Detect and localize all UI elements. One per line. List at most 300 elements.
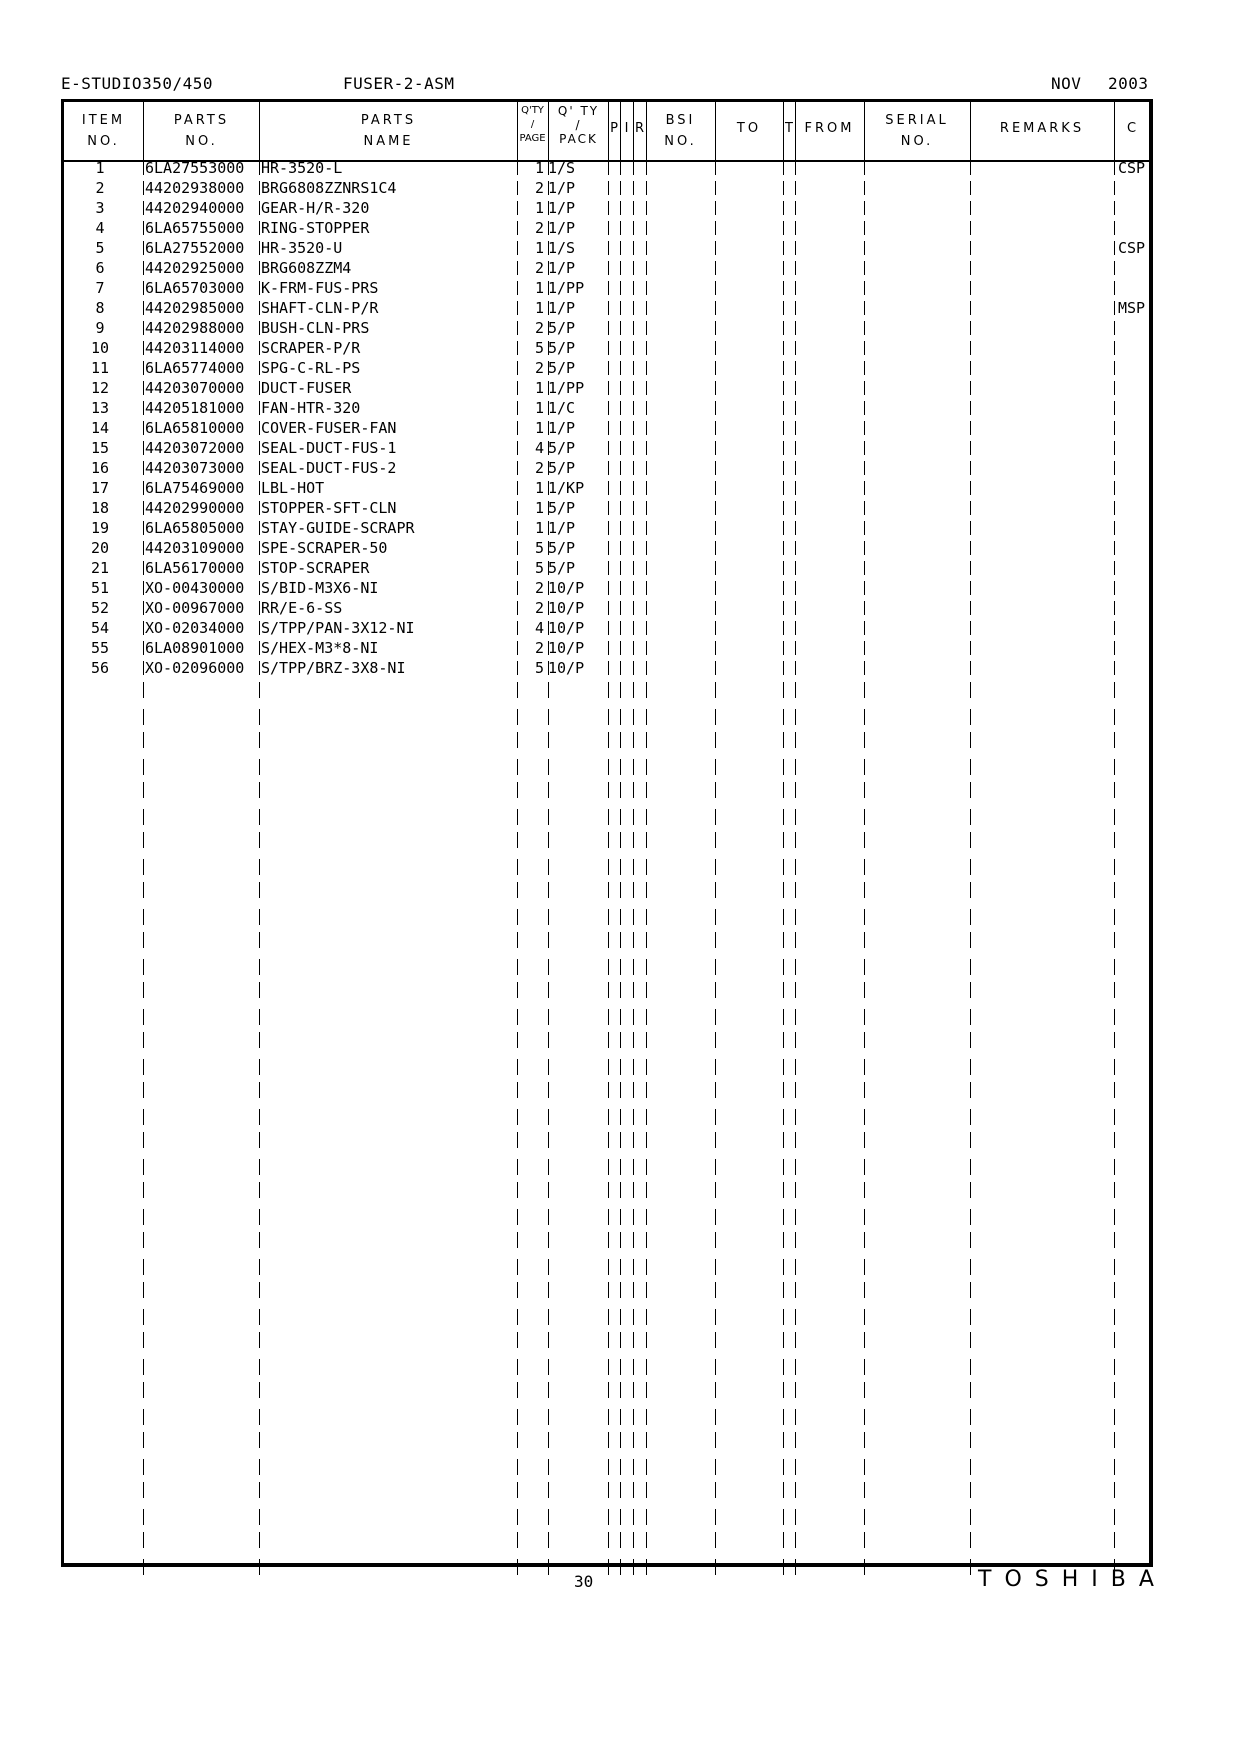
column-tick — [620, 221, 621, 235]
column-tick — [970, 1409, 971, 1425]
col-bsi-header: BSI NO. — [664, 113, 697, 149]
table-row — [0, 178, 1240, 198]
column-tick — [970, 501, 971, 515]
column-tick — [646, 1009, 647, 1025]
column-tick — [143, 281, 144, 295]
item-number: 6 — [95, 259, 105, 277]
column-tick — [783, 521, 784, 535]
column-tick — [783, 1209, 784, 1225]
column-tick — [548, 181, 549, 195]
empty-row — [0, 1128, 1240, 1153]
column-tick — [1114, 1032, 1115, 1048]
empty-row — [0, 703, 1240, 728]
column-tick — [795, 1109, 796, 1125]
column-tick — [795, 782, 796, 798]
column-tick — [715, 682, 716, 698]
column-tick — [259, 1409, 260, 1425]
column-tick — [864, 1309, 865, 1325]
column-tick — [620, 401, 621, 415]
column-tick — [548, 161, 549, 175]
column-tick — [517, 521, 518, 535]
column-tick — [1114, 241, 1115, 255]
column-tick — [517, 1282, 518, 1298]
column-tick — [864, 1209, 865, 1225]
column-tick — [783, 361, 784, 375]
column-tick — [548, 361, 549, 375]
column-tick — [646, 241, 647, 255]
column-tick — [633, 521, 634, 535]
column-tick — [715, 1409, 716, 1425]
column-tick — [864, 641, 865, 655]
column-tick — [633, 381, 634, 395]
column-tick — [548, 301, 549, 315]
empty-row — [0, 1103, 1240, 1128]
column-tick — [783, 1282, 784, 1298]
column-tick — [864, 1509, 865, 1525]
column-tick — [143, 1282, 144, 1298]
column-tick — [715, 1009, 716, 1025]
column-tick — [143, 541, 144, 555]
column-tick — [517, 501, 518, 515]
column-tick — [783, 1232, 784, 1248]
column-tick — [970, 959, 971, 975]
column-tick — [715, 982, 716, 998]
column-tick — [783, 581, 784, 595]
column-tick — [715, 1459, 716, 1475]
part-number: 44202988000 — [145, 319, 245, 337]
column-tick — [259, 641, 260, 655]
column-tick — [633, 1109, 634, 1125]
empty-row — [0, 1503, 1240, 1528]
column-tick — [608, 809, 609, 825]
column-tick — [646, 682, 647, 698]
column-tick — [620, 1282, 621, 1298]
column-tick — [795, 381, 796, 395]
part-number: 6LA27552000 — [145, 239, 245, 257]
column-tick — [1114, 401, 1115, 415]
column-tick — [795, 882, 796, 898]
column-tick — [646, 909, 647, 925]
column-tick — [864, 1382, 865, 1398]
column-tick — [715, 421, 716, 435]
column-tick — [633, 782, 634, 798]
column-tick — [646, 561, 647, 575]
column-tick — [715, 561, 716, 575]
qty-per-pack: 1/P — [548, 519, 576, 537]
column-tick — [715, 521, 716, 535]
column-tick — [143, 1482, 144, 1498]
part-name: HR-3520-U — [261, 239, 343, 257]
column-tick — [1114, 661, 1115, 675]
column-tick — [143, 221, 144, 235]
column-tick — [970, 809, 971, 825]
column-tick — [783, 932, 784, 948]
table-row — [0, 638, 1240, 658]
column-tick — [633, 501, 634, 515]
column-tick — [517, 1132, 518, 1148]
column-tick — [970, 381, 971, 395]
column-tick — [620, 321, 621, 335]
column-tick — [970, 461, 971, 475]
table-row — [0, 158, 1240, 178]
table-row — [0, 458, 1240, 478]
column-tick — [517, 481, 518, 495]
column-tick — [864, 932, 865, 948]
column-tick — [548, 882, 549, 898]
qty-per-pack: 1/P — [548, 259, 576, 277]
column-tick — [143, 1409, 144, 1425]
column-tick — [608, 561, 609, 575]
column-tick — [143, 201, 144, 215]
column-tick — [970, 1359, 971, 1375]
column-tick — [143, 381, 144, 395]
column-tick — [548, 1232, 549, 1248]
part-name: S/TPP/PAN-3X12-NI — [261, 619, 415, 637]
column-tick — [970, 1132, 971, 1148]
column-tick — [143, 859, 144, 875]
column-tick — [715, 381, 716, 395]
column-tick — [864, 421, 865, 435]
column-tick — [608, 882, 609, 898]
column-tick — [633, 441, 634, 455]
column-tick — [646, 201, 647, 215]
column-tick — [795, 441, 796, 455]
item-number: 16 — [90, 459, 110, 477]
column-tick — [517, 541, 518, 555]
column-tick — [548, 261, 549, 275]
column-tick — [259, 882, 260, 898]
column-tick — [608, 601, 609, 615]
column-tick — [620, 201, 621, 215]
column-tick — [143, 561, 144, 575]
column-tick — [783, 1132, 784, 1148]
column-tick — [633, 261, 634, 275]
column-tick — [517, 859, 518, 875]
column-tick — [1114, 1309, 1115, 1325]
column-tick — [864, 581, 865, 595]
empty-row — [0, 878, 1240, 903]
column-tick — [517, 1482, 518, 1498]
column-tick — [517, 1532, 518, 1548]
column-tick — [517, 181, 518, 195]
column-tick — [548, 682, 549, 698]
column-tick — [795, 601, 796, 615]
column-tick — [143, 1232, 144, 1248]
column-tick — [633, 161, 634, 175]
qty-per-page: 2 — [534, 259, 544, 277]
column-tick — [548, 1382, 549, 1398]
column-tick — [548, 341, 549, 355]
column-tick — [864, 1532, 865, 1548]
column-tick — [259, 982, 260, 998]
column-tick — [864, 1132, 865, 1148]
column-tick — [1114, 1382, 1115, 1398]
date-month: NOV — [1051, 74, 1082, 93]
column-tick — [608, 859, 609, 875]
column-tick — [620, 441, 621, 455]
column-tick — [633, 959, 634, 975]
column-tick — [1114, 1209, 1115, 1225]
column-tick — [548, 661, 549, 675]
column-tick — [620, 1432, 621, 1448]
column-tick — [608, 709, 609, 725]
table-row — [0, 498, 1240, 518]
column-tick — [517, 161, 518, 175]
column-tick — [646, 1209, 647, 1225]
column-tick — [1114, 381, 1115, 395]
column-tick — [715, 1559, 716, 1575]
column-tick — [795, 682, 796, 698]
column-tick — [548, 909, 549, 925]
column-tick — [1114, 1009, 1115, 1025]
column-tick — [620, 1009, 621, 1025]
column-tick — [970, 241, 971, 255]
column-tick — [143, 909, 144, 925]
column-tick — [715, 221, 716, 235]
column-tick — [143, 982, 144, 998]
column-tick — [715, 1232, 716, 1248]
column-tick — [864, 732, 865, 748]
column-tick — [646, 1482, 647, 1498]
empty-row — [0, 1303, 1240, 1328]
part-name: FAN-HTR-320 — [261, 399, 361, 417]
empty-row — [0, 728, 1240, 753]
column-tick — [633, 1382, 634, 1398]
column-tick — [143, 1559, 144, 1575]
column-tick — [795, 1132, 796, 1148]
column-tick — [1114, 301, 1115, 315]
column-tick — [715, 1059, 716, 1075]
column-tick — [646, 1032, 647, 1048]
column-tick — [795, 759, 796, 775]
column-tick — [783, 241, 784, 255]
column-tick — [608, 1032, 609, 1048]
column-tick — [783, 732, 784, 748]
table-row — [0, 538, 1240, 558]
column-tick — [608, 1182, 609, 1198]
part-number: 44202925000 — [145, 259, 245, 277]
column-tick — [608, 1232, 609, 1248]
column-tick — [795, 1282, 796, 1298]
column-tick — [548, 1482, 549, 1498]
column-tick — [548, 581, 549, 595]
date-year: 2003 — [1108, 74, 1149, 93]
column-tick — [620, 732, 621, 748]
column-tick — [795, 1432, 796, 1448]
column-tick — [795, 641, 796, 655]
column-tick — [259, 341, 260, 355]
column-tick — [143, 501, 144, 515]
qty-per-pack: 1/S — [548, 239, 576, 257]
col-t-header: T — [785, 121, 793, 136]
column-tick — [608, 1559, 609, 1575]
qty-per-page: 4 — [534, 439, 544, 457]
column-tick — [548, 561, 549, 575]
column-tick — [517, 982, 518, 998]
column-tick — [608, 759, 609, 775]
qty-per-page: 5 — [534, 659, 544, 677]
column-tick — [970, 1109, 971, 1125]
column-tick — [1114, 782, 1115, 798]
column-tick — [259, 441, 260, 455]
column-tick — [1114, 221, 1115, 235]
column-tick — [795, 1332, 796, 1348]
column-tick — [517, 461, 518, 475]
class-code: CSP — [1118, 239, 1146, 257]
column-tick — [620, 341, 621, 355]
column-tick — [970, 759, 971, 775]
part-number: 44202990000 — [145, 499, 245, 517]
column-tick — [608, 909, 609, 925]
qty-per-page: 5 — [534, 559, 544, 577]
column-tick — [970, 1032, 971, 1048]
column-tick — [864, 832, 865, 848]
column-tick — [646, 581, 647, 595]
column-tick — [715, 1182, 716, 1198]
column-tick — [864, 982, 865, 998]
column-tick — [970, 1082, 971, 1098]
column-tick — [633, 1332, 634, 1348]
column-tick — [548, 1059, 549, 1075]
column-tick — [783, 401, 784, 415]
column-tick — [646, 601, 647, 615]
qty-per-page: 5 — [534, 539, 544, 557]
column-tick — [715, 161, 716, 175]
column-tick — [783, 809, 784, 825]
column-tick — [1114, 982, 1115, 998]
column-tick — [633, 581, 634, 595]
column-tick — [783, 661, 784, 675]
column-tick — [620, 1082, 621, 1098]
empty-row — [0, 1403, 1240, 1428]
column-tick — [608, 1409, 609, 1425]
column-tick — [1114, 732, 1115, 748]
column-tick — [795, 561, 796, 575]
column-tick — [620, 1532, 621, 1548]
column-tick — [259, 909, 260, 925]
column-tick — [646, 1109, 647, 1125]
column-tick — [646, 1259, 647, 1275]
column-tick — [715, 859, 716, 875]
column-tick — [970, 1309, 971, 1325]
column-tick — [783, 1009, 784, 1025]
column-tick — [783, 882, 784, 898]
column-tick — [143, 1109, 144, 1125]
column-tick — [608, 641, 609, 655]
column-tick — [143, 809, 144, 825]
column-tick — [608, 1082, 609, 1098]
column-tick — [795, 581, 796, 595]
qty-per-pack: 1/S — [548, 159, 576, 177]
qty-per-page: 2 — [534, 179, 544, 197]
column-tick — [715, 581, 716, 595]
column-tick — [548, 1132, 549, 1148]
column-tick — [259, 281, 260, 295]
column-tick — [608, 1059, 609, 1075]
column-tick — [633, 1359, 634, 1375]
column-tick — [259, 501, 260, 515]
item-number: 11 — [90, 359, 110, 377]
assembly-name: FUSER-2-ASM — [343, 74, 455, 93]
column-tick — [633, 221, 634, 235]
part-number: 6LA65810000 — [145, 419, 245, 437]
column-tick — [864, 401, 865, 415]
column-tick — [548, 1082, 549, 1098]
column-tick — [864, 1559, 865, 1575]
column-tick — [259, 421, 260, 435]
column-tick — [608, 401, 609, 415]
column-tick — [143, 882, 144, 898]
part-number: 44203072000 — [145, 439, 245, 457]
column-tick — [548, 932, 549, 948]
column-tick — [864, 561, 865, 575]
column-tick — [608, 682, 609, 698]
column-tick — [259, 481, 260, 495]
column-tick — [864, 1332, 865, 1348]
column-tick — [715, 301, 716, 315]
empty-row — [0, 1428, 1240, 1453]
column-tick — [795, 1209, 796, 1225]
col-item-header: ITEM NO. — [81, 113, 126, 149]
column-tick — [517, 882, 518, 898]
column-tick — [548, 381, 549, 395]
column-tick — [620, 982, 621, 998]
column-tick — [548, 709, 549, 725]
column-tick — [517, 581, 518, 595]
column-tick — [517, 241, 518, 255]
table-row — [0, 358, 1240, 378]
column-tick — [970, 1059, 971, 1075]
column-tick — [864, 1182, 865, 1198]
column-tick — [633, 882, 634, 898]
column-tick — [795, 1309, 796, 1325]
empty-row — [0, 978, 1240, 1003]
column-tick — [795, 1382, 796, 1398]
column-tick — [143, 1009, 144, 1025]
qty-per-pack: 1/PP — [548, 379, 585, 397]
column-tick — [517, 221, 518, 235]
column-tick — [517, 709, 518, 725]
column-tick — [517, 1509, 518, 1525]
column-tick — [795, 1459, 796, 1475]
column-tick — [795, 1509, 796, 1525]
column-tick — [259, 261, 260, 275]
column-tick — [795, 1032, 796, 1048]
column-tick — [970, 161, 971, 175]
part-name: SEAL-DUCT-FUS-1 — [261, 439, 397, 457]
column-tick — [548, 501, 549, 515]
qty-per-pack: 5/P — [548, 459, 576, 477]
column-tick — [259, 601, 260, 615]
column-tick — [864, 1082, 865, 1098]
column-tick — [970, 261, 971, 275]
column-tick — [646, 1332, 647, 1348]
column-tick — [633, 1559, 634, 1575]
column-tick — [646, 1232, 647, 1248]
column-tick — [517, 1382, 518, 1398]
item-number: 13 — [90, 399, 110, 417]
column-tick — [795, 1082, 796, 1098]
col-i-header: I — [624, 121, 629, 136]
column-tick — [646, 1309, 647, 1325]
empty-row — [0, 853, 1240, 878]
column-tick — [620, 421, 621, 435]
column-tick — [259, 1432, 260, 1448]
column-tick — [143, 441, 144, 455]
column-tick — [548, 1359, 549, 1375]
column-tick — [143, 661, 144, 675]
column-tick — [795, 859, 796, 875]
